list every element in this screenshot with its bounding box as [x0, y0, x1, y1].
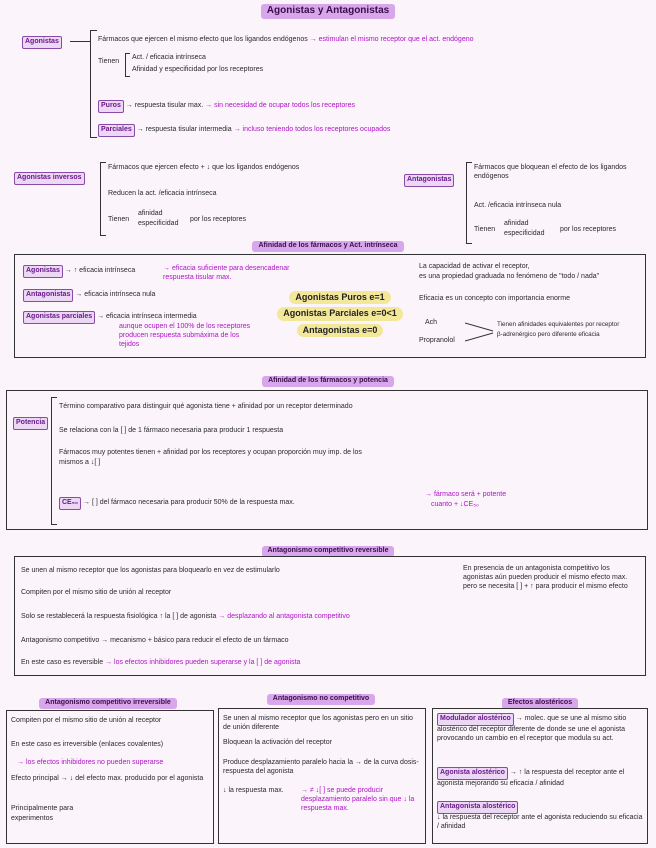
afinidad-ag-label: Agonistas	[23, 265, 63, 278]
afinidad-parc-line	[23, 311, 197, 324]
ce50-tag-2: cuanto + ↓CE₅₀	[431, 501, 479, 508]
afinidad-ag-tag: → eficacia suficiente para desencadenar respuesta tisular max.	[163, 265, 290, 281]
comp-rev-l3-tag: → desplazando al antagonista competitivo	[218, 613, 350, 620]
potencia-l3b: mismos a ↓[ ]	[59, 459, 101, 466]
parciales-text: → respuesta tisular intermedia	[136, 126, 232, 133]
afinidad-right-3: Eficacia es un concepto con importancia enorme	[419, 295, 570, 302]
ach-connector	[465, 319, 495, 345]
antagonistas-label-wrap	[404, 174, 454, 187]
alo-ant	[437, 801, 643, 831]
puros-line	[98, 100, 355, 113]
parciales-label: Parciales	[98, 124, 135, 137]
no-comp-l2: Bloquean la activación del receptor	[223, 739, 332, 746]
agonistas-label-wrap	[22, 36, 62, 49]
afinidad-parc-text: → eficacia intrínseca intermedia	[97, 313, 197, 320]
connector	[70, 41, 90, 42]
ce50-tag-1: → fármaco será + potente	[425, 491, 507, 498]
pill-parciales: Agonistas Parciales e=0<1	[277, 307, 403, 320]
afinidad-ag-text: → ↑ eficacia intrínseca	[64, 267, 136, 274]
comp-rev-box	[14, 556, 646, 676]
comp-rev-l3-text: Solo se restablecerá la respuesta fisiológica ↑ la [ ] de agonista	[21, 613, 217, 620]
no-comp-l3: Produce desplazamiento paralelo hacia la → de la curva dosis-respuesta del agonista	[223, 759, 419, 775]
comp-irrev-l3: Efecto principal → ↓ del efecto max. producido por el agonista	[11, 775, 204, 782]
agonistas-def	[98, 36, 474, 45]
ach-right-1: Tienen afinidades equivalentes por receptor	[497, 321, 620, 328]
agonistas-tienen-1: Act. / eficacia intrínseca	[132, 54, 206, 61]
propranolol-label: Propranolol	[419, 337, 455, 344]
afinidad-box	[14, 254, 646, 358]
comp-irrev-l2: En este caso es irreversible (enlaces covalentes)	[11, 741, 164, 748]
antagonistas-l2: Act. /eficacia intrínseca nula	[474, 202, 562, 209]
puros-label: Puros	[98, 100, 124, 113]
alo-ag-text: → ↑ la respuesta del receptor ante el agonista mejorando su eficacia / afinidad	[437, 769, 625, 787]
inversos-afinidad: afinidad	[138, 210, 163, 217]
no-comp-box	[218, 708, 426, 844]
alo-mod	[437, 713, 643, 743]
bracket	[100, 162, 106, 236]
ach-right-2: β-adrenérgico pero diferente eficacia	[497, 331, 600, 338]
no-comp-title: Antagonismo no competitivo	[267, 694, 375, 705]
comp-rev-l5-text: En este caso es reversible	[21, 659, 104, 666]
alo-box	[432, 708, 648, 844]
afinidad-ant-label: Antagonistas	[23, 289, 73, 302]
puros-tag: → sin necesidad de ocupar todos los receptores	[205, 102, 355, 109]
afinidad-parc-label: Agonistas parciales	[23, 311, 95, 324]
pill-antagonistas: Antagonistas e=0	[297, 324, 384, 337]
agonistas-def-text: Fármacos que ejercen el mismo efecto que los ligandos endógenos	[98, 36, 308, 43]
afinidad-right-1: La capacidad de activar el receptor,	[419, 263, 530, 270]
ach-label: Ach	[425, 319, 438, 326]
ce50-text: → [ ] del fármaco necesaria para producir 50% de la respuesta max.	[83, 499, 295, 506]
comp-irrev-box	[6, 710, 214, 844]
no-comp-l1: Se unen al mismo receptor que los agonistas pero en un sitio de unión diferente	[223, 715, 413, 731]
inversos-label: Agonistas inversos	[14, 172, 85, 185]
no-comp-title-wrap	[216, 694, 426, 705]
potencia-label: Potencia	[13, 417, 48, 430]
afinidad-right-2: es una propiedad graduada no fenómeno de "todo / nada"	[419, 273, 600, 280]
potencia-ce50-line	[59, 497, 295, 510]
antagonistas-por: por los receptores	[560, 226, 617, 233]
alo-ag-label: Agonista alostérico	[437, 767, 508, 780]
antagonistas-l1: Fármacos que bloquean el efecto de los ligandos endógenos	[474, 164, 627, 180]
inversos-tienen: Tienen	[108, 216, 130, 223]
inversos-por: por los receptores	[190, 216, 247, 223]
potencia-title: Afinidad de los fármacos y potencia	[262, 376, 394, 387]
bracket	[466, 162, 472, 244]
comp-irrev-l4a: Principalmente para	[11, 805, 74, 812]
potencia-l1: Término comparativo para distinguir qué agonista tiene + afinidad por un receptor determinado	[59, 403, 353, 410]
comp-irrev-title-wrap	[8, 698, 208, 709]
comp-rev-l5	[21, 659, 300, 668]
potencia-l2: Se relaciona con la [ ] de 1 fármaco necesaria para producir 1 respuesta	[59, 427, 284, 434]
afinidad-ag-line	[23, 265, 135, 278]
comp-irrev-l1: Compiten por el mismo sitio de unión al receptor	[11, 717, 162, 724]
comp-rev-title: Antagonismo competitivo reversible	[262, 546, 395, 557]
comp-irrev-title: Antagonismo competitivo irreversible	[39, 698, 177, 709]
alo-mod-text: → molec. que se une al mismo sitio alostérico del receptor diferente de donde se une el agonista provocando un cambio en el receptor que modula su act.	[437, 715, 627, 742]
afinidad-title: Afinidad de los fármacos y Act. intrínseca	[252, 241, 403, 252]
alo-ant-text: ↓ la respuesta del receptor ante el agonista reduciendo su eficacia / afinidad	[437, 813, 643, 830]
potencia-box	[6, 390, 648, 530]
puros-text: → respuesta tisular max.	[125, 102, 204, 109]
comp-rev-l5-tag: → los efectos inhibidores pueden superarse y la [ ] de agonista	[105, 659, 301, 666]
antagonistas-afinidad: afinidad	[504, 220, 529, 227]
no-comp-l4: ↓ la respuesta max.	[223, 787, 284, 794]
inversos-l1: Fármacos que ejercen efecto + ↓ que los ligandos endógenos	[108, 164, 300, 171]
potencia-title-wrap	[0, 376, 656, 387]
afinidad-title-wrap	[0, 241, 656, 252]
comp-irrev-l4b: experimentos	[11, 815, 54, 822]
pill-stack	[265, 291, 415, 337]
parciales-tag: → incluso teniendo todos los receptores ocupados	[233, 126, 391, 133]
comp-rev-l1: Se unen al mismo receptor que los agonistas para bloquearlo en vez de estimularlo	[21, 567, 280, 574]
no-comp-l4-tag: → ≠ ↓[ ] se puede producir desplazamiento paralelo sin que ↓ la respuesta max.	[301, 787, 415, 812]
page-title: Agonistas y Antagonistas	[261, 4, 395, 19]
page-title-wrap	[0, 4, 656, 19]
alo-mod-label: Modulador alostérico	[437, 713, 514, 726]
comp-rev-l4: Antagonismo competitivo → mecanismo + básico para reducir el efecto de un fármaco	[21, 637, 289, 644]
agonistas-tienen: Tienen	[98, 58, 120, 65]
antagonistas-label: Antagonistas	[404, 174, 454, 187]
comp-rev-l2: Compiten por el mismo sitio de unión al receptor	[21, 589, 172, 596]
potencia-l3a: Fármacos muy potentes tienen + afinidad por los receptores y ocupan proporción muy imp. de los	[59, 449, 362, 456]
afinidad-ant-text: → eficacia intrínseca nula	[75, 291, 156, 298]
agonistas-def-tag: → estimulan el mismo receptor que el act. endógeno	[309, 36, 474, 43]
bracket-small	[125, 53, 130, 77]
alo-title: Efectos alostéricos	[502, 698, 578, 709]
inversos-label-wrap	[14, 172, 85, 185]
ce50-label: CE₅₀	[59, 497, 81, 510]
agonistas-label: Agonistas	[22, 36, 62, 49]
parciales-line	[98, 124, 390, 137]
alo-ant-label: Antagonista alostérico	[437, 801, 518, 814]
antagonistas-especificidad: especificidad	[504, 230, 545, 237]
comp-irrev-l2-tag: → los efectos inhibidores no pueden superarse	[17, 759, 164, 766]
comp-rev-l3	[21, 613, 350, 622]
antagonistas-tienen: Tienen	[474, 226, 496, 233]
inversos-l2: Reducen la act. /eficacia intrínseca	[108, 190, 217, 197]
agonistas-tienen-2: Afinidad y especificidad por los receptores	[132, 66, 264, 73]
afinidad-parc-tag: aunque ocupen el 100% de los receptores producen respuesta submáxima de los tejidos	[119, 323, 251, 348]
comp-rev-right: En presencia de un antagonista competitivo los agonistas aún pueden producir el mismo efecto max. pero se necesita [ ] + ↑ para producir el mismo efecto	[463, 565, 628, 590]
bracket	[90, 30, 97, 138]
pill-puros: Agonistas Puros e=1	[289, 291, 390, 304]
alo-ag	[437, 767, 643, 789]
bracket	[51, 397, 57, 525]
potencia-label-wrap	[13, 417, 48, 430]
afinidad-ant-line	[23, 289, 155, 302]
inversos-especificidad: especificidad	[138, 220, 179, 227]
